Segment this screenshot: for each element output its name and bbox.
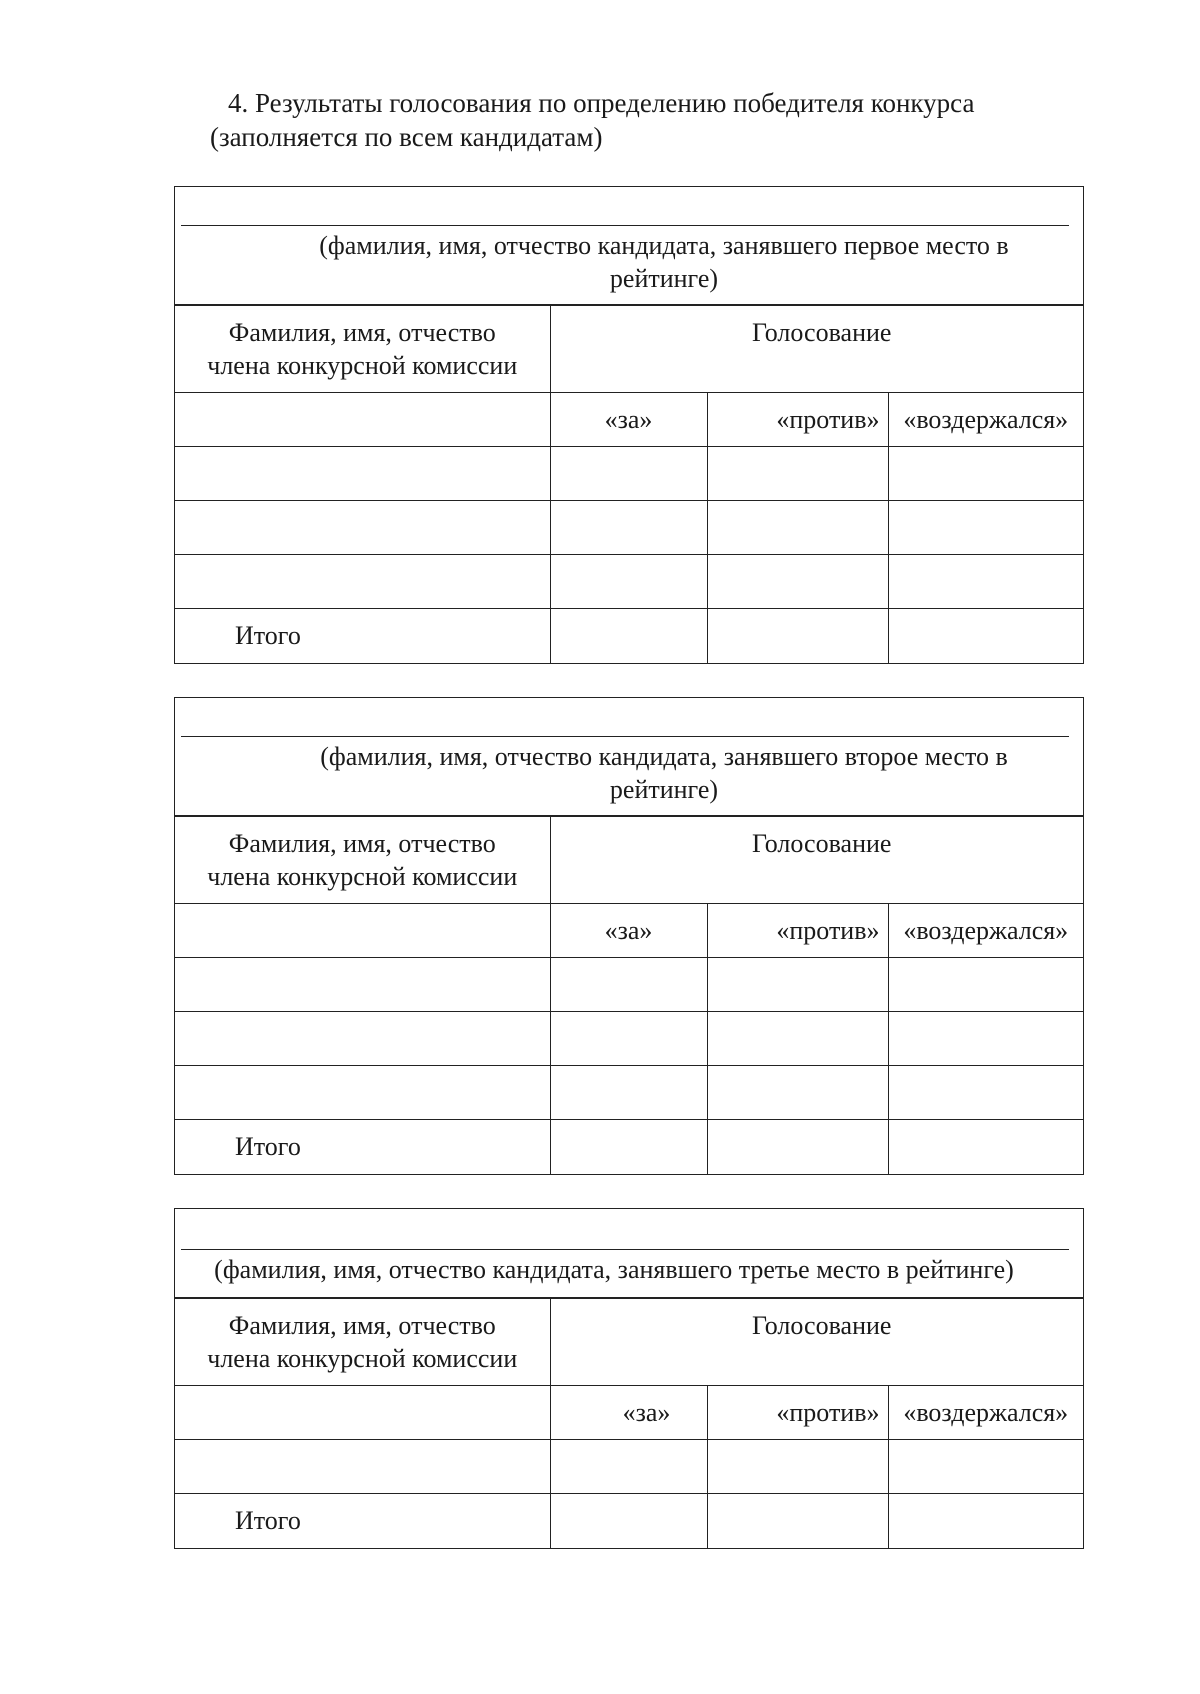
total-for-cell[interactable] xyxy=(550,1494,707,1548)
member-column-header: Фамилия, имя, отчество члена конкурсной комиссии xyxy=(175,817,550,904)
abstain-header: «воздержался» xyxy=(888,904,1083,958)
heading-line-2: (заполняется по всем кандидатам) xyxy=(210,122,603,152)
candidate-name-field[interactable] xyxy=(175,187,1083,305)
section-heading xyxy=(210,86,1108,154)
total-for-cell[interactable] xyxy=(550,609,707,663)
vote-abstain-cell[interactable] xyxy=(888,501,1083,555)
vote-for-cell[interactable] xyxy=(550,501,707,555)
member-name-cell[interactable] xyxy=(175,1012,550,1066)
member-column-header: Фамилия, имя, отчество члена конкурсной комиссии xyxy=(175,306,550,393)
member-name-cell[interactable] xyxy=(175,501,550,555)
against-header: «против» xyxy=(707,393,888,447)
for-header: «за» xyxy=(550,904,707,958)
total-abstain-cell[interactable] xyxy=(888,1494,1083,1548)
member-name-cell[interactable] xyxy=(175,904,550,958)
vote-abstain-cell[interactable] xyxy=(888,447,1083,501)
vote-against-cell[interactable] xyxy=(707,501,888,555)
member-name-cell[interactable] xyxy=(175,447,550,501)
member-name-cell[interactable] xyxy=(175,1386,550,1440)
vote-against-cell[interactable] xyxy=(707,447,888,501)
abstain-header: «воздержался» xyxy=(888,393,1083,447)
total-for-cell[interactable] xyxy=(550,1120,707,1174)
vote-for-cell[interactable] xyxy=(550,555,707,609)
heading-line-1: 4. Результаты голосования по определению победителя конкурса xyxy=(228,88,975,118)
total-against-cell[interactable] xyxy=(707,1494,888,1548)
voting-column-header: Голосование xyxy=(550,817,1083,904)
voting-grid xyxy=(175,1298,1083,1548)
candidate-name-field[interactable] xyxy=(175,698,1083,816)
member-column-header: Фамилия, имя, отчество члена конкурсной комиссии xyxy=(175,1299,550,1386)
name-underline xyxy=(181,736,1069,737)
total-against-cell[interactable] xyxy=(707,1120,888,1174)
vote-for-cell[interactable] xyxy=(550,1440,707,1494)
voting-grid xyxy=(175,305,1083,663)
for-header: «за» xyxy=(550,1386,707,1440)
total-against-cell[interactable] xyxy=(707,609,888,663)
vote-for-cell[interactable] xyxy=(550,447,707,501)
vote-abstain-cell[interactable] xyxy=(888,1012,1083,1066)
member-name-cell[interactable] xyxy=(175,555,550,609)
first-place-voting-table xyxy=(174,186,1084,664)
total-label: Итого xyxy=(175,609,550,663)
vote-abstain-cell[interactable] xyxy=(888,1440,1083,1494)
member-name-cell[interactable] xyxy=(175,1440,550,1494)
member-name-cell[interactable] xyxy=(175,958,550,1012)
vote-for-cell[interactable] xyxy=(550,958,707,1012)
member-name-cell[interactable] xyxy=(175,1066,550,1120)
name-underline xyxy=(181,1249,1069,1250)
third-place-voting-table xyxy=(174,1208,1084,1549)
total-label: Итого xyxy=(175,1494,550,1548)
member-name-cell[interactable] xyxy=(175,393,550,447)
abstain-header: «воздержался» xyxy=(888,1386,1083,1440)
vote-abstain-cell[interactable] xyxy=(888,958,1083,1012)
vote-against-cell[interactable] xyxy=(707,1066,888,1120)
total-abstain-cell[interactable] xyxy=(888,609,1083,663)
vote-abstain-cell[interactable] xyxy=(888,555,1083,609)
vote-for-cell[interactable] xyxy=(550,1066,707,1120)
total-label: Итого xyxy=(175,1120,550,1174)
vote-abstain-cell[interactable] xyxy=(888,1066,1083,1120)
vote-against-cell[interactable] xyxy=(707,1012,888,1066)
voting-grid xyxy=(175,816,1083,1174)
candidate-caption: (фамилия, имя, отчество кандидата, занявшего третье место в рейтинге) xyxy=(214,1255,1014,1284)
candidate-name-field[interactable] xyxy=(175,1209,1083,1298)
against-header: «против» xyxy=(707,904,888,958)
vote-against-cell[interactable] xyxy=(707,958,888,1012)
vote-against-cell[interactable] xyxy=(707,555,888,609)
for-header: «за» xyxy=(550,393,707,447)
second-place-voting-table xyxy=(174,697,1084,1175)
total-abstain-cell[interactable] xyxy=(888,1120,1083,1174)
vote-against-cell[interactable] xyxy=(707,1440,888,1494)
voting-column-header: Голосование xyxy=(550,1299,1083,1386)
voting-column-header: Голосование xyxy=(550,306,1083,393)
name-underline xyxy=(181,225,1069,226)
vote-for-cell[interactable] xyxy=(550,1012,707,1066)
against-header: «против» xyxy=(707,1386,888,1440)
candidate-caption: (фамилия, имя, отчество кандидата, занявшего второе место в рейтинге) xyxy=(320,742,1008,804)
candidate-caption: (фамилия, имя, отчество кандидата, занявшего первое место в рейтинге) xyxy=(319,231,1009,293)
